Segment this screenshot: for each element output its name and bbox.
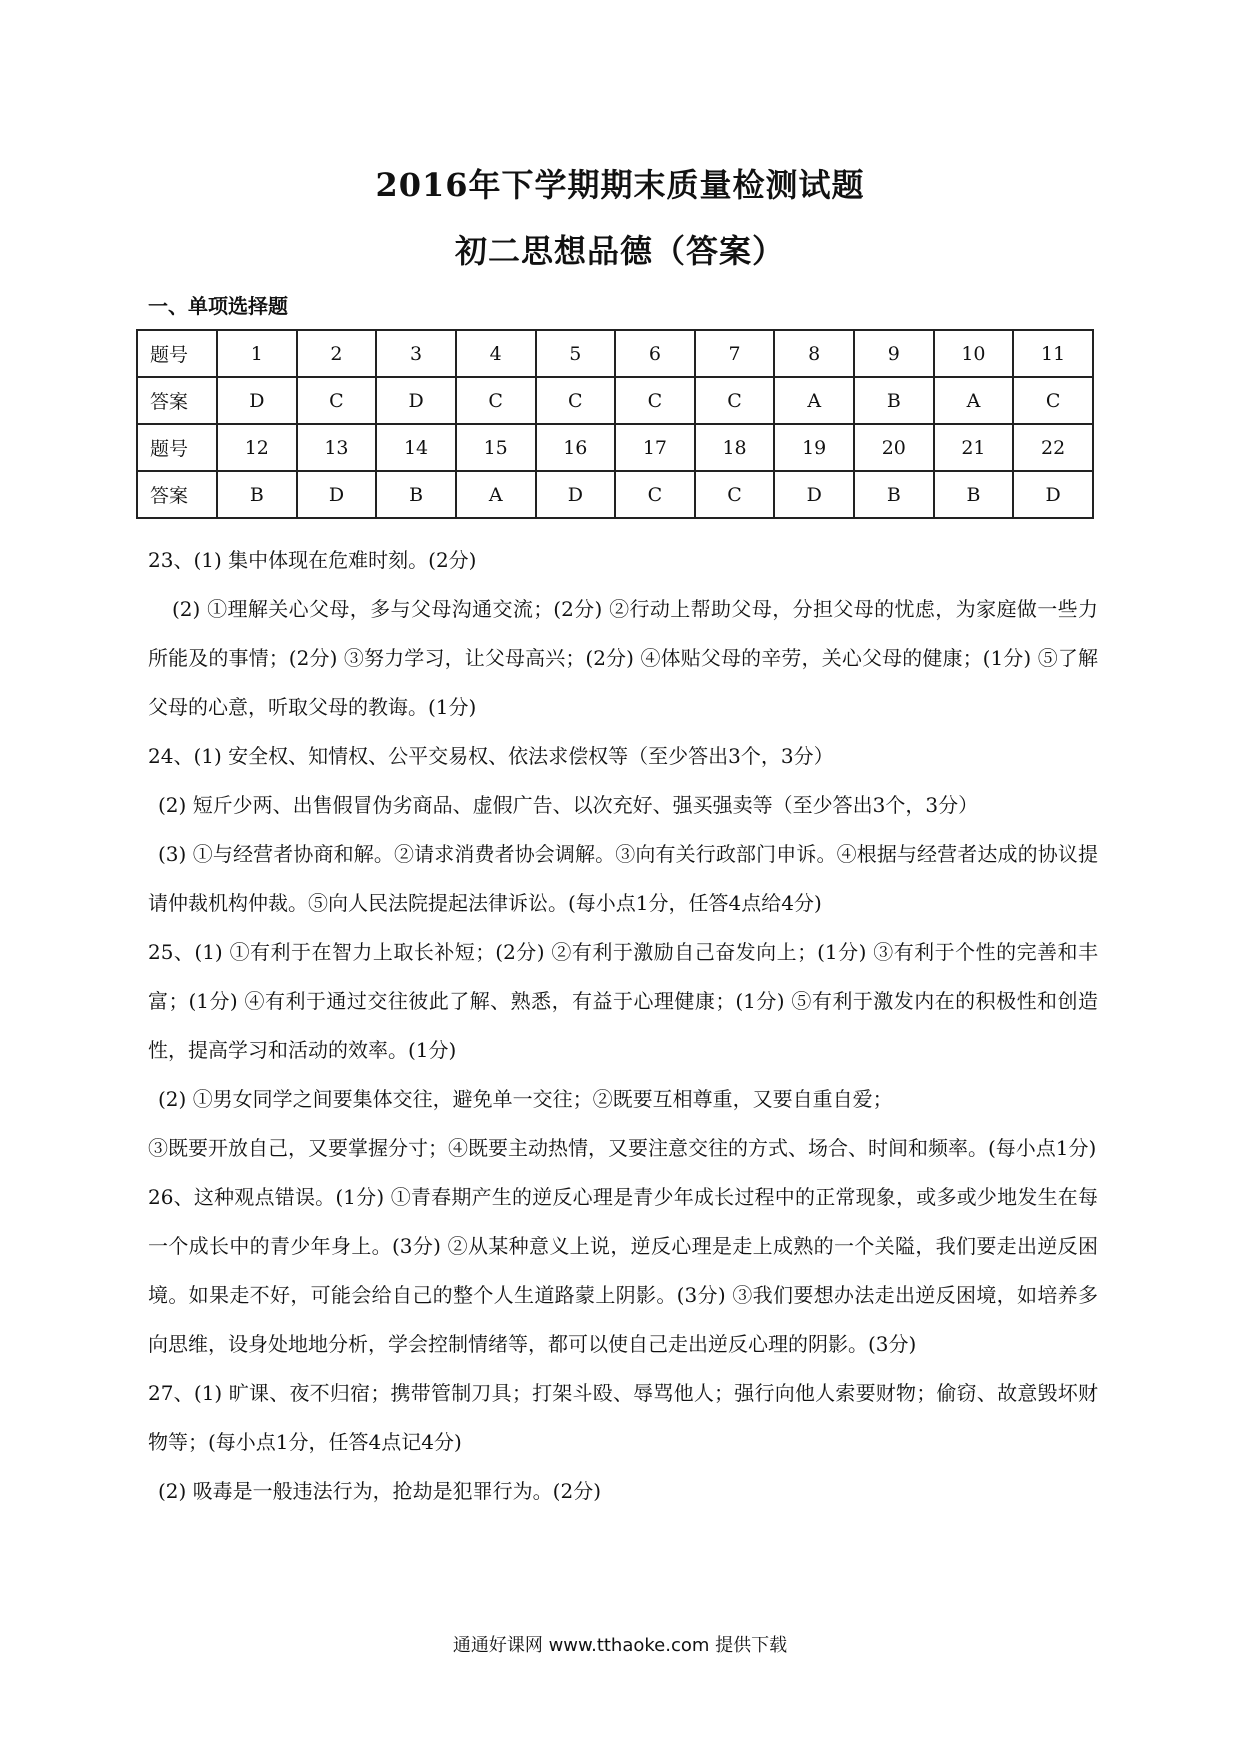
table-cell: 13 [297,424,377,471]
table-cell: 11 [1013,330,1093,377]
answer-content [148,536,1098,1516]
answer-25-1: 25、(1) ①有利于在智力上取长补短；(2分) ②有利于激励自己奋发向上；(1分) ③有利于个性的完善和丰富；(1分) ④有利于通过交往彼此了解、熟悉，有益于心理健康；(1分) ⑤有利于激发内在的积极性和创造性，提高学习和活动的效率。(1分) [148,940,1098,1062]
table-cell: C [695,377,775,424]
table-cell: D [774,471,854,518]
table-cell: B [217,471,297,518]
answer-26: 26、这种观点错误。(1分) ①青春期产生的逆反心理是青少年成长过程中的正常现象，或多或少地发生在每一个成长中的青少年身上。(3分) ②从某种意义上说，逆反心理是走上成熟的一个关隘，我们要走出逆反困境。如果走不好，可能会给自己的整个人生道路蒙上阴影。(3分) ③我们要想办法走出逆反困境，如培养多向思维，设身处地地分析，学会控制情绪等，都可以使自己走出逆反心理的阴影。(3分) [148,1185,1098,1356]
table-cell: 6 [615,330,695,377]
table-cell: D [297,471,377,518]
table-cell: A [456,471,536,518]
table-cell: C [297,377,377,424]
table-cell: 题号 [137,330,217,377]
table-cell: 题号 [137,424,217,471]
table-cell: 答案 [137,377,217,424]
answer-24-2: (2) 短斤少两、出售假冒伪劣商品、虚假广告、以次充好、强买强卖等（至少答出3个，3分） [158,793,979,817]
table-cell: D [1013,471,1093,518]
table-cell: 7 [695,330,775,377]
table-cell: D [376,377,456,424]
table-cell: C [536,377,616,424]
answer-table [136,329,1094,519]
table-cell: C [695,471,775,518]
table-cell: C [615,377,695,424]
table-cell: 18 [695,424,775,471]
table-cell: 1 [217,330,297,377]
table-cell: 5 [536,330,616,377]
table-cell: C [456,377,536,424]
answer-24-1: 24、(1) 安全权、知情权、公平交易权、依法求偿权等（至少答出3个，3分） [148,744,834,768]
footer-note: 通通好课网 www.tthaoke.com 提供下载 [452,1635,788,1656]
table-cell: 21 [934,424,1014,471]
table-cell: 9 [854,330,934,377]
table-cell: C [615,471,695,518]
table-cell: 19 [774,424,854,471]
table-cell: 8 [774,330,854,377]
table-cell: A [934,377,1014,424]
table-cell: B [854,471,934,518]
table-cell: A [774,377,854,424]
table-cell: B [376,471,456,518]
table-cell: B [934,471,1014,518]
table-cell: B [854,377,934,424]
document-subtitle: 初二思想品德（答案） [454,232,785,270]
answer-23-2: (2) ①理解关心父母，多与父母沟通交流；(2分) ②行动上帮助父母，分担父母的忧虑，为家庭做一些力所能及的事情；(2分) ③努力学习，让父母高兴；(2分) ④体贴父母的辛劳，关心父母的健康；(1分) ⑤了解父母的心意，听取父母的教诲。(1分) [148,597,1098,719]
table-cell: D [536,471,616,518]
table-cell: 2 [297,330,377,377]
table-cell: C [1013,377,1093,424]
table-cell: 16 [536,424,616,471]
answer-27-2: (2) 吸毒是一般违法行为，抢劫是犯罪行为。(2分) [158,1479,602,1503]
table-row [137,471,1093,518]
section-heading: 一、单项选择题 [148,294,288,318]
table-cell: 12 [217,424,297,471]
table-cell: 10 [934,330,1014,377]
table-row [137,330,1093,377]
answer-23-1: 23、(1) 集中体现在危难时刻。(2分) [148,548,477,572]
table-cell: 3 [376,330,456,377]
answer-25-2a: (2) ①男女同学之间要集体交往，避免单一交往；②既要互相尊重，又要自重自爱； [158,1087,893,1111]
answer-24-3: (3) ①与经营者协商和解。②请求消费者协会调解。③向有关行政部门申诉。④根据与经营者达成的协议提请仲裁机构仲裁。⑤向人民法院提起法律诉讼。(每小点1分，任答4点给4分) [148,842,1098,915]
table-cell: 答案 [137,471,217,518]
answer-27-1: 27、(1) 旷课、夜不归宿；携带管制刀具；打架斗殴、辱骂他人；强行向他人索要财物；偷窃、故意毁坏财物等；(每小点1分，任答4点记4分) [148,1381,1098,1454]
answer-25-2b: ③既要开放自己，又要掌握分寸；④既要主动热情，又要注意交往的方式、场合、时间和频率。(每小点1分) [148,1136,1097,1160]
table-cell: 20 [854,424,934,471]
table-row [137,377,1093,424]
table-cell: 15 [456,424,536,471]
document-title: 2016年下学期期末质量检测试题 [375,166,865,204]
table-row [137,424,1093,471]
table-cell: D [217,377,297,424]
table-cell: 17 [615,424,695,471]
table-cell: 22 [1013,424,1093,471]
table-cell: 14 [376,424,456,471]
table-cell: 4 [456,330,536,377]
